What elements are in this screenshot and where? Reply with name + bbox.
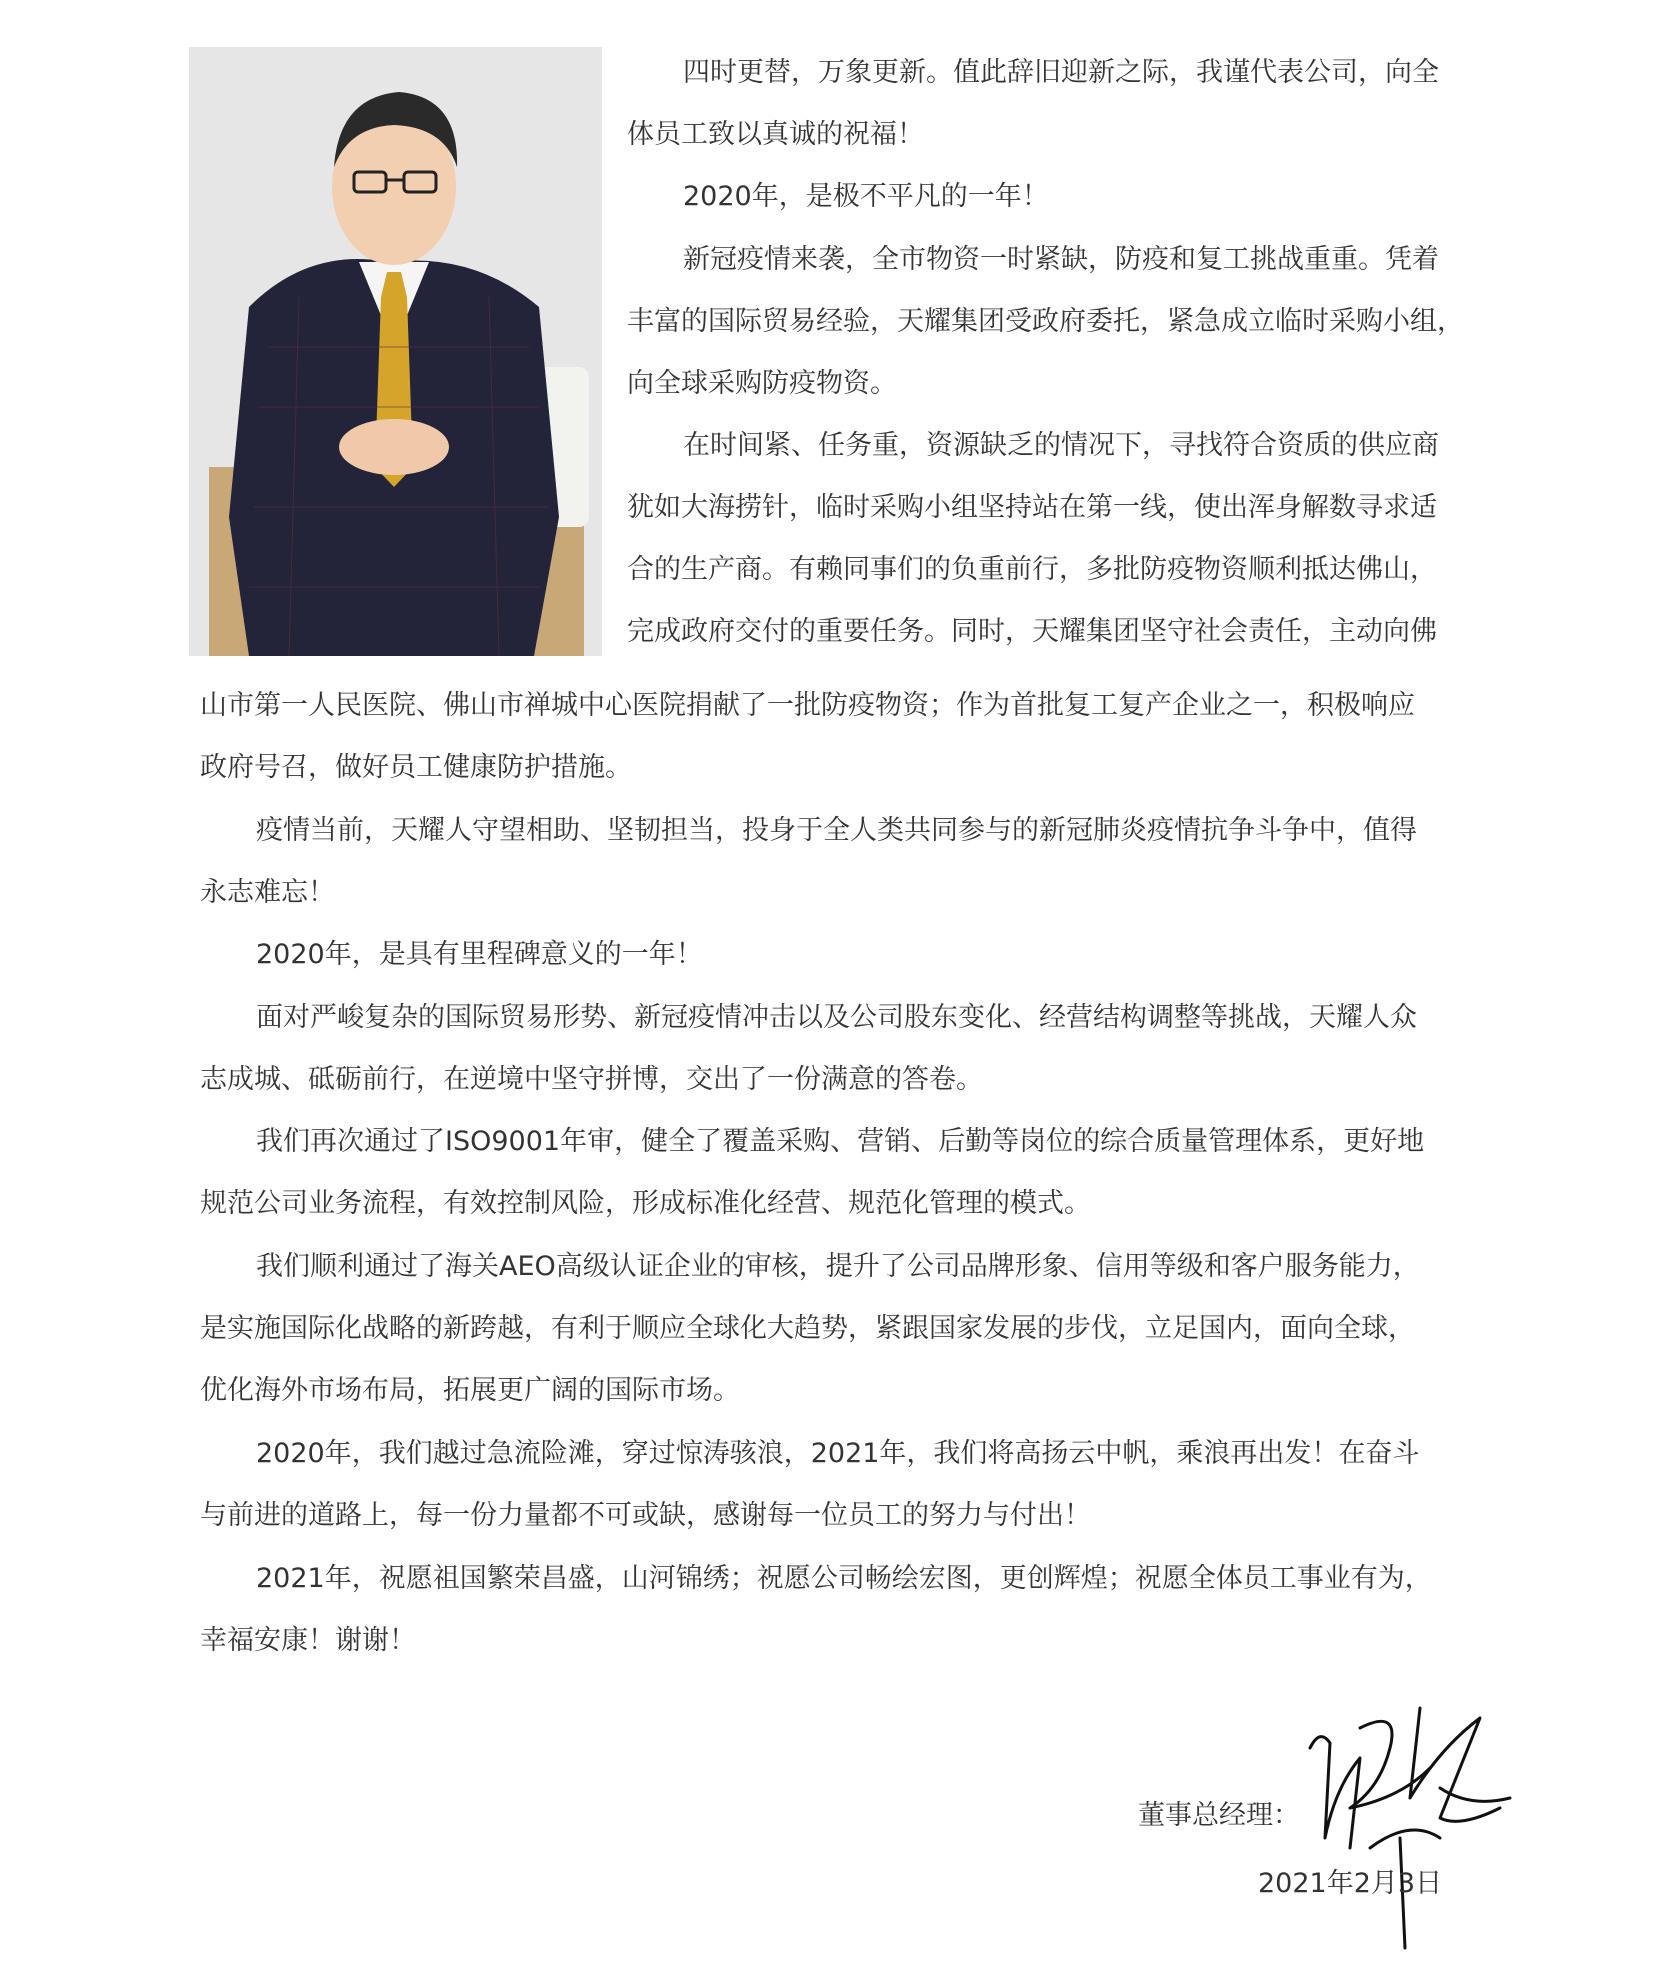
paragraph-2021-outlook: 2020年，我们越过急流险滩，穿过惊涛骇浪，2021年，我们将高扬云中帆，乘浪再出发！在奋斗 与前进的道路上，每一份力量都不可或缺，感谢每一位员工的努力与付出！ [200,1438,1420,1531]
signature-image [1290,1688,1520,1958]
paragraph-2020-milestone: 2020年，是具有里程碑意义的一年！ [256,939,703,970]
paragraph-procurement: 在时间紧、任务重，资源缺乏的情况下，寻找符合资质的供应商 犹如大海捞针，临时采购小组坚持站在第一线，使出浑身解数寻求适 合的生产商。有赖同事们的负重前行，多批防疫物资顺利抵达佛山， 完成政府交付的重要任务。同时，天耀集团坚守社会责任，主动向佛 [627,430,1439,647]
paragraph-wishes: 2021年，祝愿祖国繁荣昌盛，山河锦绣；祝愿公司畅绘宏图，更创辉煌；祝愿全体员工事业有为， 幸福安康！谢谢！ [200,1563,1432,1656]
paragraph-greeting: 四时更替，万象更新。值此辞旧迎新之际，我谨代表公司，向全 体员工致以真诚的祝福！ [627,57,1439,150]
paragraph-aeo: 我们顺利通过了海关AEO高级认证企业的审核，提升了公司品牌形象、信用等级和客户服务能力， 是实施国际化战略的新跨越，有利于顺应全球化大趋势，紧跟国家发展的步伐，立足国内，面向全球， 优化海外市场布局，拓展更广阔的国际市场。 [200,1251,1420,1406]
paragraph-solidarity: 疫情当前，天耀人守望相助、坚韧担当，投身于全人类共同参与的新冠肺炎疫情抗争斗争中，值得 永志难忘！ [200,815,1417,908]
paragraph-pandemic: 新冠疫情来袭，全市物资一时紧缺，防疫和复工挑战重重。凭着 丰富的国际贸易经验，天耀集团受政府委托，紧急成立临时采购小组， 向全球采购防疫物资。 [627,244,1464,399]
paragraph-challenges: 面对严峻复杂的国际贸易形势、新冠疫情冲击以及公司股东变化、经营结构调整等挑战，天耀人众 志成城、砥砺前行，在逆境中坚守拼博，交出了一份满意的答卷。 [200,1002,1417,1095]
signature-date: 2021年2月3日 [1258,1868,1443,1899]
paragraph-2020-extraordinary: 2020年，是极不平凡的一年！ [683,181,1049,212]
portrait-photo [189,47,602,656]
paragraph-procurement-continued: 山市第一人民医院、佛山市禅城中心医院捐献了一批防疫物资；作为首批复工复产企业之一，积极响应 政府号召，做好员工健康防护措施。 [200,690,1415,783]
signatory-title: 董事总经理： [1138,1800,1300,1831]
paragraph-iso9001: 我们再次通过了ISO9001年审，健全了覆盖采购、营销、后勤等岗位的综合质量管理体系，更好地 规范公司业务流程，有效控制风险，形成标准化经营、规范化管理的模式。 [200,1126,1425,1219]
